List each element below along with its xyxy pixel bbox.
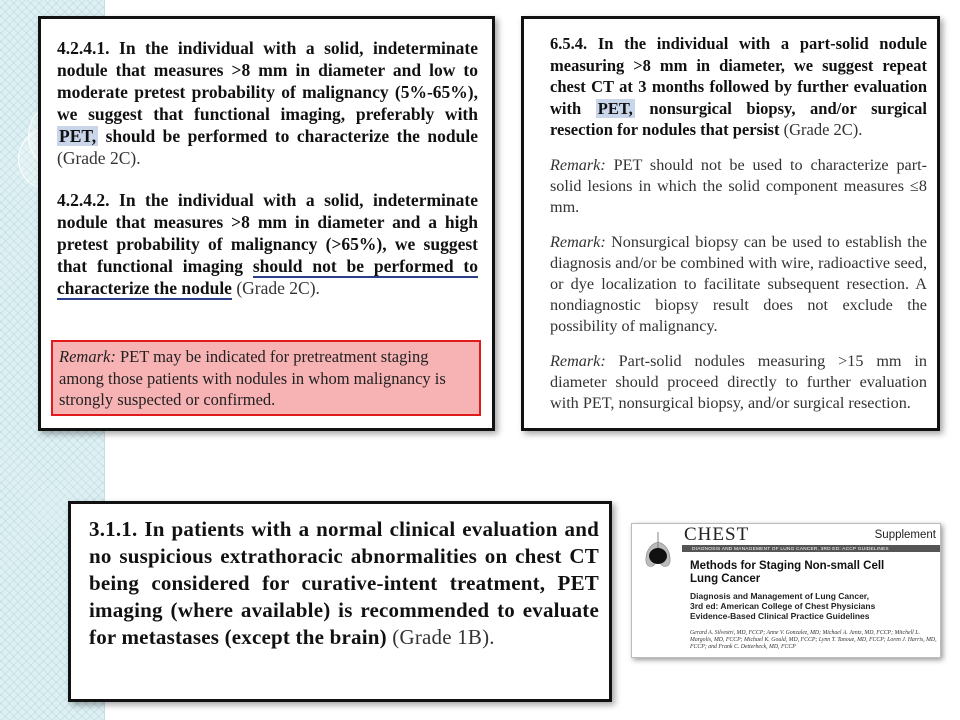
remark-label: Remark:	[550, 351, 606, 370]
chest-logo: CHEST	[684, 524, 750, 545]
grade-label: (Grade 1B).	[392, 625, 495, 649]
chest-supplement-cover	[631, 523, 941, 658]
underlined-recommendation: should not be performed to characterize the nodule	[57, 256, 478, 298]
remark-text: Part-solid nodules measuring >15 mm in diameter should proceed directly to further evaluation with PET, nonsurgical biopsy, and/or surgical resection.	[550, 351, 927, 412]
guideline-card-part-solid-nodule	[521, 16, 940, 431]
supplement-label: Supplement	[874, 529, 936, 541]
pet-highlight: PET,	[59, 126, 97, 146]
recommendation-4-2-4-1	[57, 37, 478, 169]
remark-label: Remark:	[59, 347, 116, 366]
recommendation-4-2-4-2	[57, 189, 478, 299]
chest-header	[632, 524, 941, 544]
guideline-card-staging	[68, 501, 612, 702]
chest-subheader: DIAGNOSIS AND MANAGEMENT OF LUNG CANCER, 3RD ED: ACCP GUIDELINES	[692, 547, 889, 552]
remark-3	[550, 351, 927, 414]
desc-line: Diagnosis and Management of Lung Cancer,	[690, 591, 869, 601]
recommendation-text: 3.1.1. In patients with a normal clinical evaluation and no suspicious extrathoracic abnormalities on chest CT being considered for curative-intent treatment, PET imaging (where available) is recommended to evaluate for metastases (except the brain)	[89, 517, 599, 649]
title-line: Methods for Staging Non-small Cell	[690, 560, 885, 572]
guideline-card-solid-nodule	[38, 16, 495, 431]
grade-label: (Grade 2C).	[783, 120, 863, 139]
remark-text: PET may be indicated for pretreatment staging among those patients with nodules in whom malignancy is strongly suspected or confirmed.	[59, 347, 446, 409]
remark-text: PET should not be used to characterize part-solid lesions in which the solid component measures ≤8 mm.	[550, 155, 928, 216]
remark-1	[550, 155, 927, 218]
remark-label: Remark:	[550, 155, 606, 174]
recommendation-3-1-1	[89, 516, 599, 651]
remark-2	[550, 232, 927, 337]
recommendation-text: 6.5.4. In the individual with a part-solid nodule measuring >8 mm in diameter, we suggest repeat chest CT at 3 months followed by further evaluation with	[550, 34, 927, 118]
recommendation-text: 4.2.4.1. In the individual with a solid, indeterminate nodule that measures >8 mm in diameter and low to moderate pretest probability of malignancy (5%-65%), we suggest that functional imaging, preferably with	[57, 38, 478, 124]
recommendation-6-5-4	[550, 33, 927, 141]
highlighted-remark-box	[51, 340, 481, 416]
remark-text: Nonsurgical biopsy can be used to establish the diagnosis and/or be combined with wire, radioactive seed, or dye localization to facilitate subsequent resection. A nondiagnostic biopsy result does not exclude the possibility of malignancy.	[550, 232, 927, 335]
recommendation-text-end: nonsurgical biopsy, and/or surgical resection for nodules that persist	[550, 98, 928, 139]
grade-label: (Grade 2C).	[57, 148, 141, 168]
pet-highlight: PET,	[597, 98, 633, 118]
remark-label: Remark:	[550, 232, 606, 251]
chest-authors: Gerard A. Silvestri, MD, FCCP; Anne V. Gonzalez, MD; Michael A. Jantz, MD, FCCP; Mitchell L. Margolis, MD, FCCP; Michael K. Gould, MD, FCCP; Lynn T. Tanoue, MD, FCCP; Loren J. Harris, MD, FCCP; and Frank C. Detterbeck, MD, FCCP	[690, 630, 937, 650]
grade-label: (Grade 2C).	[236, 278, 320, 298]
chest-article-title	[690, 560, 884, 586]
desc-line: Evidence-Based Clinical Practice Guidelines	[690, 611, 870, 621]
desc-line: 3rd ed: American College of Chest Physicians	[690, 601, 876, 611]
recommendation-text: 4.2.4.2. In the individual with a solid, indeterminate nodule that measures >8 mm in diameter and a high pretest probability of malignancy (>65%), we suggest that functional imaging	[57, 190, 478, 276]
title-line: Lung Cancer	[690, 573, 761, 585]
chest-description	[690, 591, 875, 621]
recommendation-text-end: should be performed to characterize the nodule	[105, 126, 478, 146]
